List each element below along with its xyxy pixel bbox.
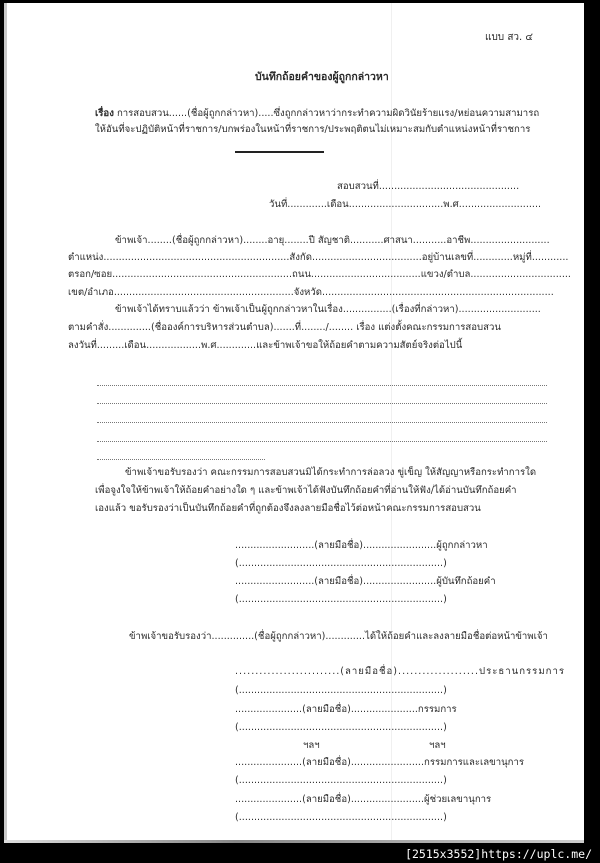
acknowledgement-line: ตามคำสั่ง..............(ชื่อองค์การบริหารส่วนตำบล).......ที่......../........ เรื่อง แต่งตั้งคณะกรรมการสอบสวน — [68, 322, 501, 333]
inquiry-date-field: วันที่.............เดือน...............................พ.ศ........................... — [269, 199, 542, 210]
secretary-name-line: (...................................................................) — [235, 775, 447, 786]
secretary-signature-line: ......................(ลายมือชื่อ)........................กรรมการและเลขานุการ — [235, 757, 525, 768]
statement-line — [97, 422, 547, 423]
etc-mark-left: ฯลฯ — [303, 740, 320, 751]
page-bottom-edge — [4, 840, 584, 843]
personal-info-line: ตรอก/ซอย...........................................................ถนน....................................แขวง/ตำบล................................. — [68, 269, 571, 280]
etc-mark-right: ฯลฯ — [429, 740, 446, 751]
title-divider — [235, 151, 324, 153]
personal-info-line: เขต/อำเภอ...........................................................จังหวัด............................................................................ — [68, 287, 554, 298]
statement-line — [97, 385, 547, 386]
image-watermark: [2515x3552]https://uplc.me/ — [405, 847, 592, 861]
statement-line — [97, 441, 547, 442]
accused-name-line: (...................................................................) — [235, 558, 447, 569]
recorder-name-line: (...................................................................) — [235, 594, 447, 605]
personal-info-line: ข้าพเจ้า........(ชื่อผู้ถูกกล่าวหา)........อายุ........ปี สัญชาติ...........ศาสนา...........อาชีพ.......................... — [115, 235, 550, 246]
member-name-line: (...................................................................) — [235, 722, 447, 733]
accused-signature-line: ..........................(ลายมือชื่อ)........................ผู้ถูกกล่าวหา — [235, 540, 488, 551]
form-code: แบบ สว. ๔ — [485, 32, 533, 43]
document-title: บันทึกถ้อยคำของผู้ถูกกล่าวหา — [255, 71, 389, 83]
member-signature-line: ......................(ลายมือชื่อ)......................กรรมการ — [235, 704, 457, 715]
certification-line: ข้าพเจ้าขอรับรองว่า คณะกรรมการสอบสวนมิได้กระทำการล่อลวง ขู่เข็ญ ให้สัญญาหรือกระทำการใด — [125, 467, 537, 478]
certification-line: เพื่อจูงใจให้ข้าพเจ้าให้ถ้อยคำอย่างใด ๆ และข้าพเจ้าได้ฟังบันทึกถ้อยคำที่อ่านให้ฟัง/ได้อ่านบันทึกถ้อยคำ — [95, 485, 517, 496]
inquiry-number-field: สอบสวนที่.............................................. — [337, 181, 520, 192]
acknowledgement-line: ลงวันที่.........เดือน..................พ.ศ.............และข้าพเจ้าขอให้ถ้อยคำตามความสัตย์จริงต่อไปนี้ — [68, 340, 463, 351]
subject-line-2: ให้อันที่จะปฏิบัติหน้าที่ราชการ/บกพร่องในหน้าที่ราชการ/ประพฤติตนไม่เหมาะสมกับตำแหน่งหน้าที่ราชการ — [95, 124, 531, 135]
assistant-secretary-name-line: (...................................................................) — [235, 812, 447, 823]
chairman-signature-line: ..........................(ลายมือชื่อ)....................ประธานกรรมการ — [235, 666, 565, 677]
subject-label: เรื่อง — [95, 108, 114, 119]
assistant-secretary-signature-line: ......................(ลายมือชื่อ)........................ผู้ช่วยเลขานุการ — [235, 794, 492, 805]
document-page — [4, 3, 584, 843]
certification-line: เองแล้ว ขอรับรองว่าเป็นบันทึกถ้อยคำที่ถูกต้องจึงลงลายมือชื่อไว้ต่อหน้าคณะกรรมการสอบสวน — [95, 503, 481, 514]
subject-text-1: การสอบสวน......(ชื่อผู้ถูกกล่าวหา).....ซึ่งถูกกล่าวหาว่ากระทำความผิดวินัยร้ายแรง/หย่อนความสามารถ — [116, 108, 540, 119]
personal-info-line: ตำแหน่ง.............................................................สังกัด....................................อยู่บ้านเลขที่.............หมู่ที่............ — [68, 252, 569, 263]
chairman-name-line: (...................................................................) — [235, 685, 447, 696]
statement-line — [97, 459, 265, 460]
statement-line — [97, 403, 547, 404]
acknowledgement-line: ข้าพเจ้าได้ทราบแล้วว่า ข้าพเจ้าเป็นผู้ถูกกล่าวหาในเรื่อง................(เรื่องที่กล่าวหา)........................... — [115, 304, 541, 315]
recorder-signature-line: ..........................(ลายมือชื่อ)........................ผู้บันทึกถ้อยคำ — [235, 576, 496, 587]
witness-statement: ข้าพเจ้าขอรับรองว่า..............(ชื่อผู้ถูกกล่าวหา).............ได้ให้ถ้อยคำและลงลายมือชื่อต่อหน้าข้าพเจ้า — [129, 631, 548, 642]
subject-line-1 — [95, 107, 539, 121]
